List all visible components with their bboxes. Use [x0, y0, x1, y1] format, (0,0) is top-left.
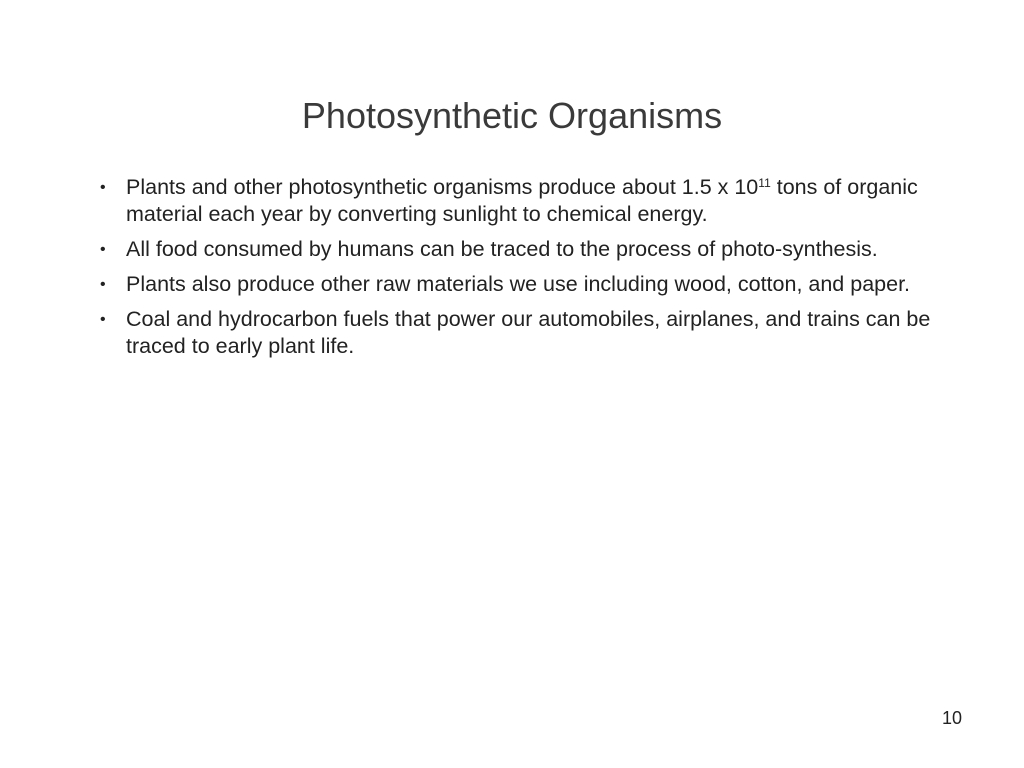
bullet-text-main: Plants and other photosynthetic organisms produce about 1.5 x 10 — [126, 175, 759, 199]
bullet-marker: • — [100, 276, 106, 293]
bullet-text: Coal and hydrocarbon fuels that power our automobiles, airplanes, and trains can be traced to early plant life. — [126, 307, 931, 358]
bullet-item — [100, 174, 940, 228]
bullet-marker: • — [100, 241, 106, 258]
bullet-item — [100, 236, 940, 263]
bullet-text: Plants also produce other raw materials we use including wood, cotton, and paper. — [126, 272, 911, 296]
bullet-list — [100, 174, 940, 368]
bullet-text: All food consumed by humans can be traced to the process of photo-synthesis. — [126, 237, 878, 261]
bullet-item — [100, 306, 940, 360]
bullet-text — [126, 175, 918, 226]
bullet-item — [100, 271, 940, 298]
bullet-text-continued: tons of organic material each year by converting sunlight to chemical energy. — [126, 175, 918, 226]
slide-title: Photosynthetic Organisms — [301, 95, 723, 136]
bullet-marker: • — [100, 179, 106, 196]
bullet-marker: • — [100, 311, 106, 328]
page-number: 10 — [941, 708, 962, 728]
bullet-superscript: 11 — [758, 175, 771, 190]
